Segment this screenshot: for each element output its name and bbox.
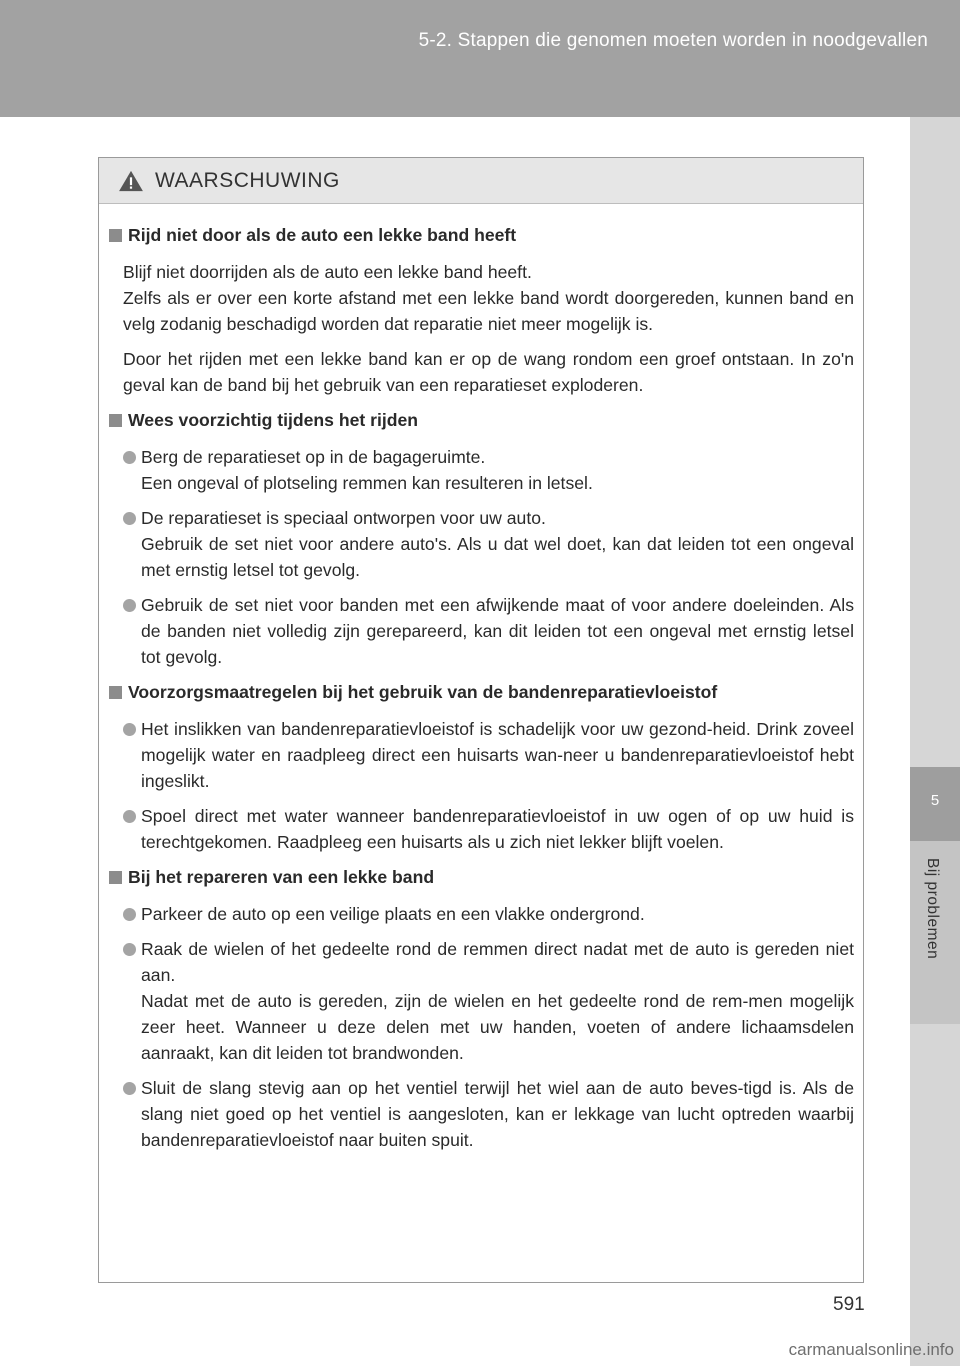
bullet-item [123,716,854,794]
section-heading-text: Rijd niet door als de auto een lekke band heeft [128,225,517,245]
warning-triangle-icon [117,170,145,192]
circle-bullet-icon [123,599,136,612]
header-title: 5-2. Stappen die genomen moeten worden in noodgevallen [418,30,928,51]
side-chapter-label: Bij problemen [924,858,941,960]
bullet-line: Sluit de slang stevig aan op het ventiel terwijl het wiel aan de auto beves-tigd is. Als de slang niet goed op het ventiel is aangesloten, kan er lekkage van lucht optreden waarbij bandenreparatievloeistof naar buiten spuit. [141,1078,854,1150]
page-number: 591 [833,1294,865,1315]
bullet-line: De reparatieset is speciaal ontworpen voor uw auto. [141,508,546,528]
circle-bullet-icon [123,810,136,823]
bullet-line: Parkeer de auto op een veilige plaats en een vlakke ondergrond. [141,904,645,924]
bullet-text [141,803,854,855]
bullet-line: Gebruik de set niet voor andere auto's. Als u dat wel doet, kan dat leiden tot een ongeval met ernstig letsel tot gevolg. [141,534,854,580]
section-heading-text: Voorzorgsmaatregelen bij het gebruik van de bandenreparatievloeistof [128,682,718,702]
section-heading [109,864,854,890]
bullet-item [123,936,854,1066]
square-bullet-icon [109,414,122,427]
bullet-item [123,901,854,927]
bullet-line: Gebruik de set niet voor banden met een afwijkende maat of voor andere doeleinden. Als de banden niet volledig zijn gerepareerd, kan dit leiden tot een ongeval met ernstig letsel tot gevolg. [141,595,854,667]
circle-bullet-icon [123,1082,136,1095]
bullet-text [141,716,854,794]
circle-bullet-icon [123,943,136,956]
bullet-item [123,592,854,670]
bullet-item [123,444,854,496]
bullet-text [141,936,854,1066]
warning-content [99,204,863,1153]
circle-bullet-icon [123,723,136,736]
side-tab [910,117,960,1366]
circle-bullet-icon [123,908,136,921]
circle-bullet-icon [123,451,136,464]
circle-bullet-icon [123,512,136,525]
bullet-line: Het inslikken van bandenreparatievloeistof is schadelijk voor uw gezond-heid. Drink zoveel mogelijk water en raadpleeg direct een huisarts wan-neer u bandenreparatievloeistof hebt ingeslikt. [141,719,854,791]
header-bar [0,0,960,117]
bullet-text [141,592,854,670]
bullet-text [141,505,854,583]
bullet-line: Nadat met de auto is gereden, zijn de wielen en het gedeelte rond de rem-men mogelijk zeer heet. Wanneer u deze delen met uw handen, voeten of andere lichaamsdelen aanraakt, kan dit leiden tot brandwonden. [141,991,854,1063]
warning-title: WAARSCHUWING [155,168,340,192]
warning-box [98,157,864,1283]
bullet-item [123,505,854,583]
bullet-line: Spoel direct met water wanneer bandenreparatievloeistof in uw ogen of op uw huid is terechtgekomen. Raadpleeg een huisarts als u zich niet lekker blijft voelen. [141,806,854,852]
bullet-line: Raak de wielen of het gedeelte rond de remmen direct nadat met de auto is gereden niet aan. [141,939,854,985]
paragraph-text: Zelfs als er over een korte afstand met een lekke band wordt doorgereden, kunnen band en velg zodanig beschadigd worden dat reparatie niet meer mogelijk is. [123,288,854,334]
bullet-item [123,1075,854,1153]
bullet-text [141,901,854,927]
square-bullet-icon [109,686,122,699]
bullet-text [141,444,854,496]
paragraph [123,346,854,398]
square-bullet-icon [109,871,122,884]
paragraph [123,259,854,337]
paragraph-text: Door het rijden met een lekke band kan er op de wang rondom een groef ontstaan. In zo'n geval kan de band bij het gebruik van een reparatieset exploderen. [123,349,854,395]
watermark[interactable]: carmanualsonline.info [788,1340,954,1359]
section-heading-text: Wees voorzichtig tijdens het rijden [128,410,419,430]
section-heading [109,679,854,705]
bullet-item [123,803,854,855]
square-bullet-icon [109,229,122,242]
section-heading-text: Bij het repareren van een lekke band [128,867,435,887]
bullet-line: Berg de reparatieset op in de bagageruimte. [141,447,486,467]
side-chapter-number: 5 [930,792,940,809]
section-heading [109,407,854,433]
paragraph-text: Blijf niet doorrijden als de auto een lekke band heeft. [123,262,532,282]
bullet-text [141,1075,854,1153]
bullet-line: Een ongeval of plotseling remmen kan resulteren in letsel. [141,473,593,493]
warning-header [99,158,863,204]
section-heading [109,222,854,248]
